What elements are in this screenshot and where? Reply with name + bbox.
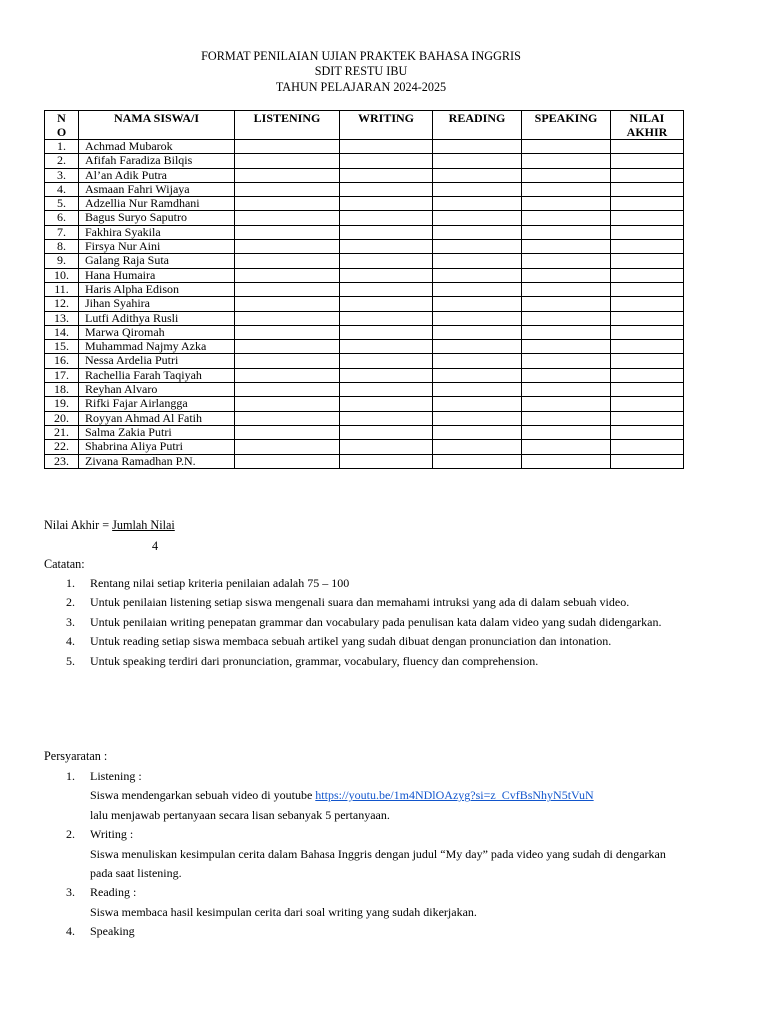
writing-score — [340, 240, 433, 254]
table-row — [45, 225, 684, 239]
header-writing: WRITING — [340, 111, 433, 140]
reading-score — [433, 168, 522, 182]
row-number: 16. — [45, 354, 79, 368]
listening-score — [235, 182, 340, 196]
student-name: Achmad Mubarok — [79, 140, 235, 154]
writing-score — [340, 268, 433, 282]
speaking-score — [522, 368, 611, 382]
header-school: SDIT RESTU IBU — [314, 64, 408, 79]
table-row — [45, 154, 684, 168]
final-score — [611, 240, 684, 254]
writing-score — [340, 368, 433, 382]
speaking-score — [522, 140, 611, 154]
speaking-score — [522, 168, 611, 182]
requirement-item-reading: 3. Reading : Siswa membaca hasil kesimpulan cerita dari soal writing yang sudah dikerjakan. — [44, 883, 684, 922]
writing-score — [340, 340, 433, 354]
header-name: NAMA SISWA/I — [79, 111, 235, 140]
final-score — [611, 354, 684, 368]
writing-score — [340, 440, 433, 454]
final-score — [611, 454, 684, 468]
writing-score — [340, 397, 433, 411]
final-score — [611, 254, 684, 268]
final-score — [611, 182, 684, 196]
writing-score — [340, 197, 433, 211]
student-name: Zivana Ramadhan P.N. — [79, 454, 235, 468]
listening-score — [235, 311, 340, 325]
table-row — [45, 354, 684, 368]
requirements-list — [44, 767, 684, 942]
speaking-score — [522, 411, 611, 425]
header-speaking: SPEAKING — [522, 111, 611, 140]
speaking-score — [522, 325, 611, 339]
header-no: N O — [45, 111, 79, 140]
final-score — [611, 311, 684, 325]
student-name: Fakhira Syakila — [79, 225, 235, 239]
listening-score — [235, 140, 340, 154]
final-score — [611, 282, 684, 296]
row-number: 4. — [45, 182, 79, 196]
row-number: 2. — [45, 154, 79, 168]
reading-score — [433, 182, 522, 196]
note-item: 2. Untuk penilaian listening setiap siswa mengenali suara dan memahami intruksi yang ada di dalam sebuah video. — [66, 595, 630, 610]
speaking-score — [522, 182, 611, 196]
reading-score — [433, 411, 522, 425]
speaking-score — [522, 225, 611, 239]
listening-score — [235, 454, 340, 468]
row-number: 14. — [45, 325, 79, 339]
requirement-heading: Reading : — [90, 885, 137, 900]
listening-score — [235, 440, 340, 454]
speaking-score — [522, 297, 611, 311]
listening-score — [235, 411, 340, 425]
note-item: 1. Rentang nilai setiap kriteria penilaian adalah 75 – 100 — [66, 576, 350, 590]
speaking-score — [522, 397, 611, 411]
table-row — [45, 340, 684, 354]
student-name: Hana Humaira — [79, 268, 235, 282]
final-score-formula — [44, 518, 175, 533]
reading-score — [433, 425, 522, 439]
header-final-score: NILAI AKHIR — [611, 111, 684, 140]
table-row — [45, 425, 684, 439]
listening-score — [235, 325, 340, 339]
final-score — [611, 397, 684, 411]
writing-score — [340, 411, 433, 425]
reading-score — [433, 325, 522, 339]
listening-score — [235, 354, 340, 368]
row-number: 3. — [45, 168, 79, 182]
row-number: 19. — [45, 397, 79, 411]
table-row — [45, 311, 684, 325]
final-score — [611, 168, 684, 182]
requirement-heading: Listening : — [90, 769, 142, 783]
requirement-heading: Writing : — [90, 827, 134, 842]
writing-score — [340, 182, 433, 196]
header-title: FORMAT PENILAIAN UJIAN PRAKTEK BAHASA INGGRIS — [201, 49, 521, 63]
listening-score — [235, 425, 340, 439]
row-number: 20. — [45, 411, 79, 425]
table-row — [45, 411, 684, 425]
final-score — [611, 268, 684, 282]
reading-score — [433, 368, 522, 382]
listening-score — [235, 154, 340, 168]
row-number: 23. — [45, 454, 79, 468]
table-row — [45, 211, 684, 225]
reading-score — [433, 197, 522, 211]
writing-score — [340, 140, 433, 154]
reading-score — [433, 383, 522, 397]
note-item: 5. Untuk speaking terdiri dari pronunciation, grammar, vocabulary, fluency dan comprehension. — [66, 653, 539, 668]
final-score — [611, 368, 684, 382]
writing-score — [340, 454, 433, 468]
reading-score — [433, 354, 522, 368]
table-row — [45, 454, 684, 468]
reading-score — [433, 454, 522, 468]
reading-score — [433, 440, 522, 454]
row-number: 1. — [45, 140, 79, 154]
reading-score — [433, 225, 522, 239]
speaking-score — [522, 383, 611, 397]
speaking-score — [522, 197, 611, 211]
student-name: Lutfi Adithya Rusli — [79, 311, 235, 325]
writing-score — [340, 154, 433, 168]
row-number: 11. — [45, 282, 79, 296]
writing-score — [340, 325, 433, 339]
notes-title: Catatan: — [44, 557, 85, 571]
speaking-score — [522, 254, 611, 268]
note-item: 3. Untuk penilaian writing penepatan grammar dan vocabulary pada penulisan kata dalam video yang sudah didengarkan. — [66, 614, 662, 629]
header-reading: READING — [433, 111, 522, 140]
final-score — [611, 211, 684, 225]
reading-score — [433, 140, 522, 154]
requirement-item-listening: 1. Listening : Siswa mendengarkan sebuah video di youtube https://youtu.be/1m4NDlOAzyg?si=z_CvfBsNhyN5tVuN lalu menjawab pertanyaan secara lisan sebanyak 5 pertanyaan. — [44, 767, 684, 825]
table-header-row — [45, 111, 684, 140]
student-name: Jihan Syahira — [79, 297, 235, 311]
writing-score — [340, 425, 433, 439]
listening-score — [235, 383, 340, 397]
row-number: 12. — [45, 297, 79, 311]
document-header — [0, 49, 722, 95]
reading-score — [433, 154, 522, 168]
row-number: 21. — [45, 425, 79, 439]
grade-table — [44, 110, 684, 469]
speaking-score — [522, 454, 611, 468]
table-row — [45, 140, 684, 154]
listening-score — [235, 297, 340, 311]
speaking-score — [522, 340, 611, 354]
listening-score — [235, 168, 340, 182]
final-score — [611, 411, 684, 425]
table-row — [45, 197, 684, 211]
writing-score — [340, 254, 433, 268]
reading-score — [433, 340, 522, 354]
speaking-score — [522, 311, 611, 325]
youtube-link[interactable]: https://youtu.be/1m4NDlOAzyg?si=z_CvfBsNhyN5tVuN — [315, 788, 594, 803]
row-number: 10. — [45, 268, 79, 282]
requirement-heading: Speaking — [90, 924, 135, 939]
speaking-score — [522, 211, 611, 225]
listening-score — [235, 268, 340, 282]
reading-score — [433, 297, 522, 311]
row-number: 5. — [45, 197, 79, 211]
requirement-item-speaking: 4. Speaking — [44, 922, 684, 941]
final-score — [611, 197, 684, 211]
student-name: Asmaan Fahri Wijaya — [79, 182, 235, 196]
speaking-score — [522, 154, 611, 168]
student-name: Nessa Ardelia Putri — [79, 354, 235, 368]
table-row — [45, 368, 684, 382]
final-score — [611, 140, 684, 154]
listening-score — [235, 340, 340, 354]
speaking-score — [522, 240, 611, 254]
final-score — [611, 425, 684, 439]
final-score — [611, 440, 684, 454]
speaking-score — [522, 282, 611, 296]
final-score — [611, 225, 684, 239]
notes-list — [44, 574, 684, 671]
reading-score — [433, 211, 522, 225]
table-row — [45, 240, 684, 254]
student-name: Rachellia Farah Taqiyah — [79, 368, 235, 382]
student-name: Rifki Fajar Airlangga — [79, 397, 235, 411]
student-name: Galang Raja Suta — [79, 254, 235, 268]
speaking-score — [522, 440, 611, 454]
speaking-score — [522, 268, 611, 282]
listening-score — [235, 197, 340, 211]
reading-score — [433, 282, 522, 296]
final-score — [611, 154, 684, 168]
speaking-score — [522, 425, 611, 439]
row-number: 15. — [45, 340, 79, 354]
student-name: Afifah Faradiza Bilqis — [79, 154, 235, 168]
final-score — [611, 340, 684, 354]
row-number: 7. — [45, 225, 79, 239]
table-row — [45, 440, 684, 454]
row-number: 9. — [45, 254, 79, 268]
requirement-item-writing: 2. Writing : Siswa menuliskan kesimpulan cerita dalam Bahasa Inggris dengan judul “My day” pada video yang sudah di dengarkan pada saat listening. — [44, 825, 684, 883]
writing-score — [340, 311, 433, 325]
table-row — [45, 325, 684, 339]
writing-score — [340, 168, 433, 182]
table-row — [45, 297, 684, 311]
writing-score — [340, 225, 433, 239]
reading-score — [433, 254, 522, 268]
listening-score — [235, 368, 340, 382]
student-name: Salma Zakia Putri — [79, 425, 235, 439]
note-item: 4. Untuk reading setiap siswa membaca sebuah artikel yang sudah dibuat dengan pronunciation dan intonation. — [66, 634, 612, 649]
formula-denominator: 4 — [152, 539, 159, 553]
final-score — [611, 297, 684, 311]
reading-score — [433, 268, 522, 282]
student-name: Firsya Nur Aini — [79, 240, 235, 254]
row-number: 18. — [45, 383, 79, 397]
final-score — [611, 325, 684, 339]
student-name: Bagus Suryo Saputro — [79, 211, 235, 225]
header-listening: LISTENING — [235, 111, 340, 140]
row-number: 6. — [45, 211, 79, 225]
header-year: TAHUN PELAJARAN 2024-2025 — [275, 79, 447, 94]
student-name: Muhammad Najmy Azka — [79, 340, 235, 354]
row-number: 22. — [45, 440, 79, 454]
row-number: 17. — [45, 368, 79, 382]
listening-score — [235, 397, 340, 411]
listening-score — [235, 211, 340, 225]
reading-score — [433, 397, 522, 411]
listening-score — [235, 225, 340, 239]
table-row — [45, 254, 684, 268]
row-number: 8. — [45, 240, 79, 254]
student-name: Shabrina Aliya Putri — [79, 440, 235, 454]
reading-score — [433, 240, 522, 254]
listening-score — [235, 254, 340, 268]
listening-score — [235, 282, 340, 296]
requirements-title: Persyaratan : — [44, 749, 108, 763]
writing-score — [340, 383, 433, 397]
table-row — [45, 397, 684, 411]
table-row — [45, 268, 684, 282]
student-name: Al’an Adik Putra — [79, 168, 235, 182]
final-score — [611, 383, 684, 397]
formula-numerator: Jumlah Nilai — [112, 518, 175, 532]
writing-score — [340, 297, 433, 311]
writing-score — [340, 211, 433, 225]
student-name: Haris Alpha Edison — [79, 282, 235, 296]
listening-score — [235, 240, 340, 254]
writing-score — [340, 354, 433, 368]
student-name: Adzellia Nur Ramdhani — [79, 197, 235, 211]
table-row — [45, 168, 684, 182]
row-number: 13. — [45, 311, 79, 325]
table-row — [45, 383, 684, 397]
student-name: Reyhan Alvaro — [79, 383, 235, 397]
reading-score — [433, 311, 522, 325]
writing-score — [340, 282, 433, 296]
table-row — [45, 182, 684, 196]
formula-label: Nilai Akhir = — [44, 518, 113, 532]
student-name: Royyan Ahmad Al Fatih — [79, 411, 235, 425]
table-row — [45, 282, 684, 296]
speaking-score — [522, 354, 611, 368]
student-name: Marwa Qiromah — [79, 325, 235, 339]
